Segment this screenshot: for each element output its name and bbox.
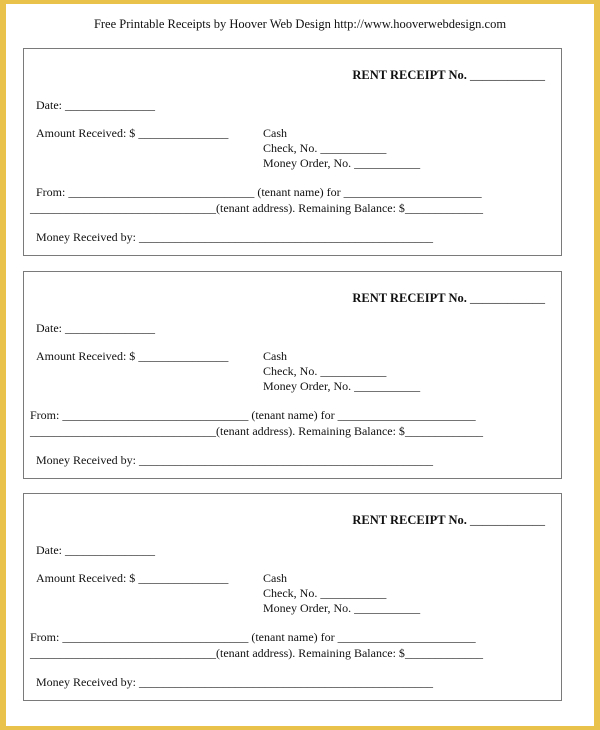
- tenant-address-field[interactable]: _______________________________: [30, 424, 216, 438]
- for-field[interactable]: _______________________: [337, 408, 476, 422]
- amount-field[interactable]: _______________: [138, 571, 229, 585]
- check-number-field[interactable]: ___________: [320, 141, 387, 155]
- balance-field[interactable]: _____________: [404, 201, 483, 215]
- balance-field[interactable]: _____________: [404, 424, 483, 438]
- money-order-row: [263, 156, 420, 170]
- amount-field[interactable]: _______________: [138, 349, 229, 363]
- receipt-title: [352, 291, 545, 305]
- receipt-title: [352, 68, 545, 82]
- rent-receipt: [23, 493, 562, 701]
- check-row: [263, 586, 386, 600]
- receipt-title-label: RENT RECEIPT No.: [352, 291, 467, 305]
- tenant-name-label: (tenant name) for: [251, 630, 335, 644]
- address-row: [30, 646, 483, 660]
- receipt-sheet: [6, 4, 594, 726]
- receipt-number-field[interactable]: ____________: [470, 68, 545, 82]
- check-row: [263, 364, 386, 378]
- amount-label: Amount Received: $: [36, 349, 136, 363]
- money-received-row: [36, 230, 433, 244]
- tenant-address-label: (tenant address). Remaining Balance: $: [216, 201, 405, 215]
- page-header: Free Printable Receipts by Hoover Web Design http://www.hooverwebdesign.com: [93, 17, 507, 31]
- money-received-label: Money Received by:: [36, 230, 136, 244]
- check-row: [263, 141, 386, 155]
- amount-label: Amount Received: $: [36, 126, 136, 140]
- amount-row: [36, 349, 228, 363]
- date-field[interactable]: _______________: [65, 543, 155, 557]
- from-row: [30, 630, 476, 644]
- from-label: From:: [30, 408, 60, 422]
- check-number-field[interactable]: ___________: [320, 364, 387, 378]
- date-label: Date:: [36, 543, 62, 557]
- money-order-field[interactable]: ___________: [354, 379, 421, 393]
- balance-field[interactable]: _____________: [404, 646, 483, 660]
- tenant-address-field[interactable]: _______________________________: [30, 646, 216, 660]
- money-received-label: Money Received by:: [36, 675, 136, 689]
- address-row: [30, 424, 483, 438]
- money-received-field[interactable]: _________________________________________________: [138, 675, 433, 689]
- receipt-title-label: RENT RECEIPT No.: [352, 513, 467, 527]
- money-order-row: [263, 601, 420, 615]
- rent-receipt: [23, 271, 562, 479]
- date-label: Date:: [36, 321, 62, 335]
- tenant-name-field[interactable]: _______________________________: [68, 185, 255, 199]
- tenant-name-label: (tenant name) for: [251, 408, 335, 422]
- amount-row: [36, 571, 228, 585]
- tenant-address-label: (tenant address). Remaining Balance: $: [216, 424, 405, 438]
- money-received-field[interactable]: _________________________________________________: [138, 230, 433, 244]
- date-label: Date:: [36, 98, 62, 112]
- receipt-number-field[interactable]: ____________: [470, 291, 545, 305]
- check-label: Check, No.: [263, 141, 318, 155]
- receipt-number-field[interactable]: ____________: [470, 513, 545, 527]
- money-order-row: [263, 379, 420, 393]
- date-field[interactable]: _______________: [65, 321, 155, 335]
- money-received-field[interactable]: _________________________________________________: [138, 453, 433, 467]
- money-order-field[interactable]: ___________: [354, 156, 421, 170]
- receipt-title: [352, 513, 545, 527]
- money-received-label: Money Received by:: [36, 453, 136, 467]
- for-field[interactable]: _______________________: [337, 630, 476, 644]
- amount-row: [36, 126, 228, 140]
- check-label: Check, No.: [263, 364, 318, 378]
- date-row: [36, 321, 155, 335]
- money-received-row: [36, 453, 433, 467]
- tenant-name-field[interactable]: _______________________________: [62, 408, 249, 422]
- tenant-name-label: (tenant name) for: [257, 185, 341, 199]
- money-order-label: Money Order, No.: [263, 156, 352, 170]
- money-received-row: [36, 675, 433, 689]
- check-number-field[interactable]: ___________: [320, 586, 387, 600]
- cash-option: Cash: [263, 349, 287, 363]
- for-field[interactable]: _______________________: [343, 185, 482, 199]
- money-order-field[interactable]: ___________: [354, 601, 421, 615]
- tenant-address-field[interactable]: _______________________________: [30, 201, 216, 215]
- tenant-name-field[interactable]: _______________________________: [62, 630, 249, 644]
- from-row: [36, 185, 482, 199]
- from-row: [30, 408, 476, 422]
- amount-label: Amount Received: $: [36, 571, 136, 585]
- tenant-address-label: (tenant address). Remaining Balance: $: [216, 646, 405, 660]
- receipt-title-label: RENT RECEIPT No.: [352, 68, 467, 82]
- date-field[interactable]: _______________: [65, 98, 155, 112]
- date-row: [36, 98, 155, 112]
- from-label: From:: [36, 185, 66, 199]
- address-row: [30, 201, 483, 215]
- money-order-label: Money Order, No.: [263, 601, 352, 615]
- date-row: [36, 543, 155, 557]
- cash-option: Cash: [263, 126, 287, 140]
- amount-field[interactable]: _______________: [138, 126, 229, 140]
- rent-receipt: [23, 48, 562, 256]
- money-order-label: Money Order, No.: [263, 379, 352, 393]
- cash-option: Cash: [263, 571, 287, 585]
- from-label: From:: [30, 630, 60, 644]
- check-label: Check, No.: [263, 586, 318, 600]
